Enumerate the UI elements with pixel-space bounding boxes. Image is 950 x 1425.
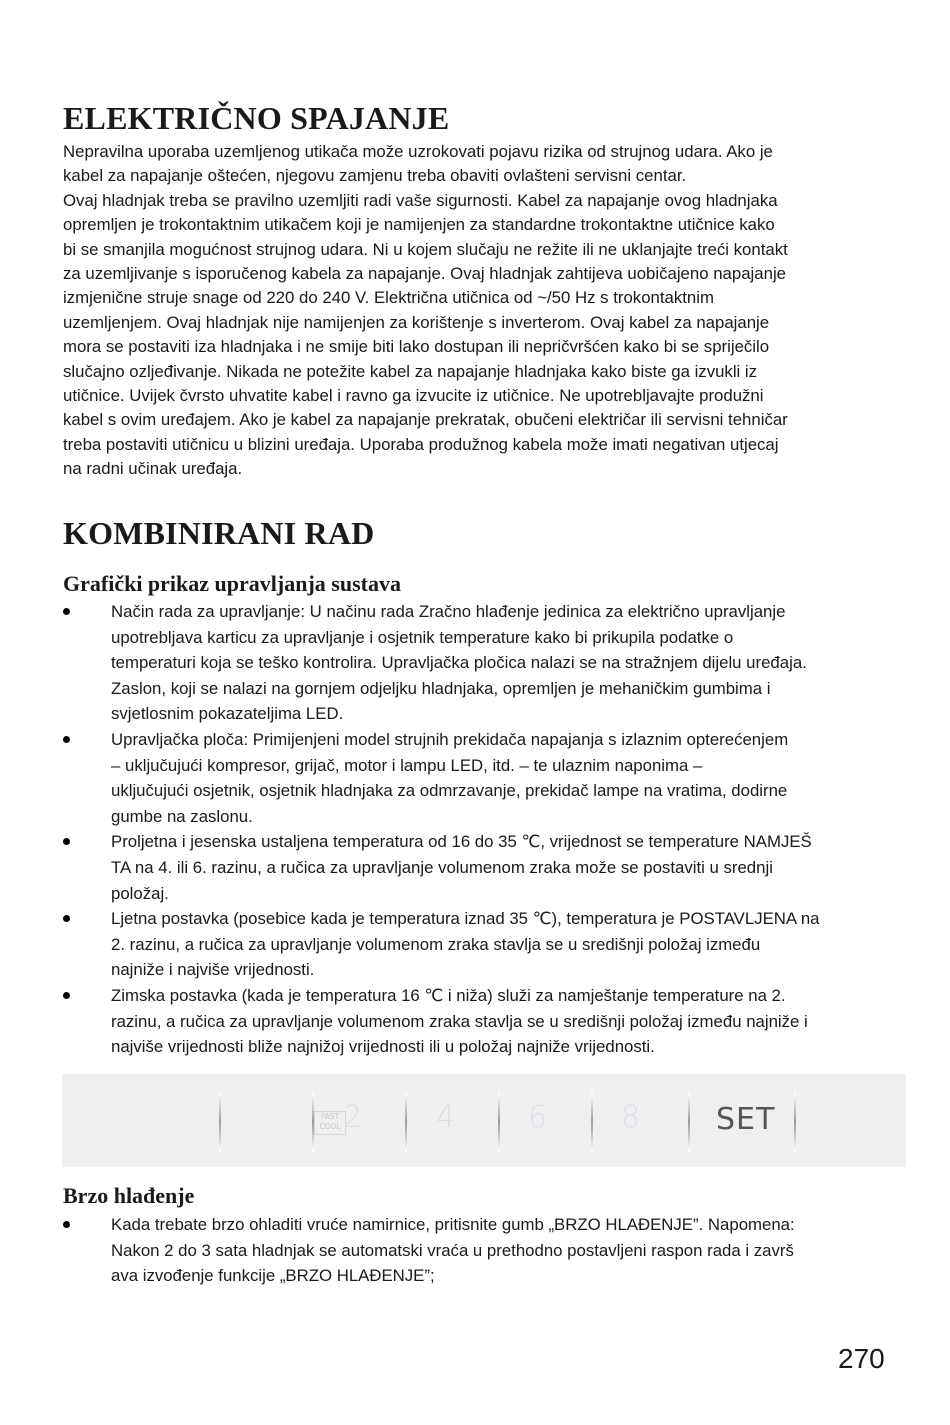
fast-cool-bullet-list xyxy=(63,1212,893,1289)
text-line: Zimska postavka (kada je temperatura 16 ℃ i niža) služi za namještanje temperature na 2. xyxy=(111,985,786,1005)
list-item xyxy=(63,906,893,983)
text-line: izmjenične struje snage od 220 do 240 V. Električna utičnica od ~/50 Hz s trokontaktnim xyxy=(63,288,714,308)
list-item xyxy=(63,599,893,727)
panel-divider xyxy=(405,1092,407,1152)
fast-cool-icon xyxy=(314,1111,346,1135)
text-line: Kada trebate brzo ohladiti vruće namirnice, pritisnite gumb „BRZO HLAĐENJE”. Napomena: xyxy=(111,1215,795,1234)
bullet-icon xyxy=(63,915,70,922)
text-line: bi se smanjila mogućnost strujnog udara. Ni u kojem slučaju ne režite ili ne uklanjajte treći kontakt xyxy=(63,239,788,259)
text-line: razinu, a ručica za upravljanje volumenom zraka stavlja se u središnji položaj između najniže i xyxy=(111,1011,808,1031)
text-line: TA na 4. ili 6. razinu, a ručica za upravljanje volumenom zraka može se postaviti u srednji xyxy=(111,857,773,877)
panel-divider xyxy=(688,1092,690,1152)
panel-divider xyxy=(219,1092,221,1152)
text-line: uključujući osjetnik, osjetnik hladnjaka za odmrzavanje, prekidač lampe na vratima, dodirne xyxy=(111,781,788,801)
text-line: treba postaviti utičnicu u blizini uređaja. Uporaba produžnog kabela može imati negativan utjecaj xyxy=(63,434,779,454)
level-6-indicator: 6 xyxy=(528,1100,548,1135)
list-item xyxy=(63,1212,893,1289)
section-title-combined: KOMBINIRANI RAD xyxy=(63,515,375,551)
bullet-icon xyxy=(63,736,70,743)
text-line: za uzemljivanje s isporučenog kabela za napajanje. Ovaj hladnjak zahtijeva uobičajeno napajanje xyxy=(63,264,787,284)
level-8-indicator: 8 xyxy=(621,1100,641,1135)
bullet-icon xyxy=(63,838,70,845)
text-line: Ovaj hladnjak treba se pravilno uzemljiti radi vaše sigurnosti. Kabel za napajanje ovog hladnjaka xyxy=(63,190,778,210)
text-line: svjetlosnim pokazateljima LED. xyxy=(111,704,344,724)
bullet-icon xyxy=(63,1221,70,1228)
set-label: SET xyxy=(716,1102,776,1137)
fast-label: FAST xyxy=(320,1112,340,1121)
cool-label: COOL xyxy=(319,1122,341,1131)
bullet-icon xyxy=(63,992,70,999)
text-line: Zaslon, koji se nalazi na gornjem odjeljku hladnjaka, opremljen je mehaničkim gumbima i xyxy=(111,678,771,698)
level-2-indicator: 2 xyxy=(343,1100,363,1135)
text-line: Proljetna i jesenska ustaljena temperatura od 16 do 35 ℃, vrijednost se temperature NAMJEŠ xyxy=(111,832,812,852)
text-line: kabel za napajanje oštećen, njegovu zamjenu treba obaviti ovlašteni servisni centar. xyxy=(63,166,687,186)
list-item xyxy=(63,727,893,829)
text-line: upotrebljava karticu za upravljanje i osjetnik temperature kako bi prikupila podatke o xyxy=(111,627,734,647)
text-line: položaj. xyxy=(111,883,169,903)
panel-divider xyxy=(498,1092,500,1152)
panel-divider xyxy=(794,1092,796,1152)
text-line: mora se postaviti iza hladnjaka i ne smije biti lako dostupan ili nepričvršćen kako bi se spriječilo xyxy=(63,337,770,357)
text-line: opremljen je trokontaktnim utikačem koji je namijenjen za standardne trokontaktne utičnice kako xyxy=(63,215,775,235)
bullet-icon xyxy=(63,608,70,615)
text-line: na radni učinak uređaja. xyxy=(63,459,243,479)
control-bullet-list xyxy=(63,599,893,1060)
section-title-electrical: ELEKTRIČNO SPAJANJE xyxy=(63,100,450,136)
panel-divider xyxy=(591,1092,593,1152)
list-item xyxy=(63,983,893,1060)
subsection-title-fast-cool: Brzo hlađenje xyxy=(63,1183,195,1208)
text-line: uzemljenjem. Ovaj hladnjak nije namijenjen za korištenje s inverterom. Ovaj kabel za napajanje xyxy=(63,312,770,332)
text-line: Ljetna postavka (posebice kada je temperatura iznad 35 ℃), temperatura je POSTAVLJENA na xyxy=(111,909,820,929)
text-line: Nepravilna uporaba uzemljenog utikača može uzrokovati pojavu rizika od strujnog udara. Ako je xyxy=(63,142,773,161)
text-line: kabel s ovim uređajem. Ako je kabel za napajanje prekratak, obučeni električar ili servisni tehničar xyxy=(63,410,788,430)
text-line: 2. razinu, a ručica za upravljanje volumenom zraka stavlja se u središnji položaj između xyxy=(111,934,761,954)
electrical-paragraph xyxy=(63,140,883,482)
text-line: ava izvođenje funkcije „BRZO HLAĐENJE”; xyxy=(111,1266,435,1286)
text-line: Nakon 2 do 3 sata hladnjak se automatski vraća u prethodno postavljeni raspon rada i završ xyxy=(111,1240,794,1260)
text-line: Upravljačka ploča: Primijenjeni model strujnih prekidača napajanja s izlaznim opterećenjem xyxy=(111,729,789,749)
text-line: slučajno ozljeđivanje. Nikada ne potežite kabel za napajanje hladnjaka kako biste ga izvukli iz xyxy=(63,361,758,381)
text-line: – uključujući kompresor, grijač, motor i lampu LED, itd. – te ulaznim naponima – xyxy=(111,755,703,775)
text-line: gumbe na zaslonu. xyxy=(111,806,253,826)
subsection-title-control: Grafički prikaz upravljanja sustava xyxy=(63,571,401,596)
level-4-indicator: 4 xyxy=(436,1100,456,1135)
text-line: temperaturi koja se teško kontrolira. Upravljačka pločica nalazi se na stražnjem dijelu uređaja. xyxy=(111,653,807,673)
text-line: najniže i najviše vrijednosti. xyxy=(111,960,315,980)
text-line: utičnice. Uvijek čvrsto uhvatite kabel i ravno ga izvucite iz utičnice. Ne upotrebljavajte produžni xyxy=(63,386,764,406)
page-number: 270 xyxy=(838,1343,885,1374)
control-panel-image xyxy=(62,1074,906,1167)
text-line: Način rada za upravljanje: U načinu rada Zračno hlađenje jedinica za električno upravljanje xyxy=(111,602,786,621)
panel-divider xyxy=(312,1092,314,1152)
text-line: najviše vrijednosti bliže najnižoj vrijednosti ili u položaj najniže vrijednosti. xyxy=(111,1037,655,1057)
list-item xyxy=(63,829,893,906)
